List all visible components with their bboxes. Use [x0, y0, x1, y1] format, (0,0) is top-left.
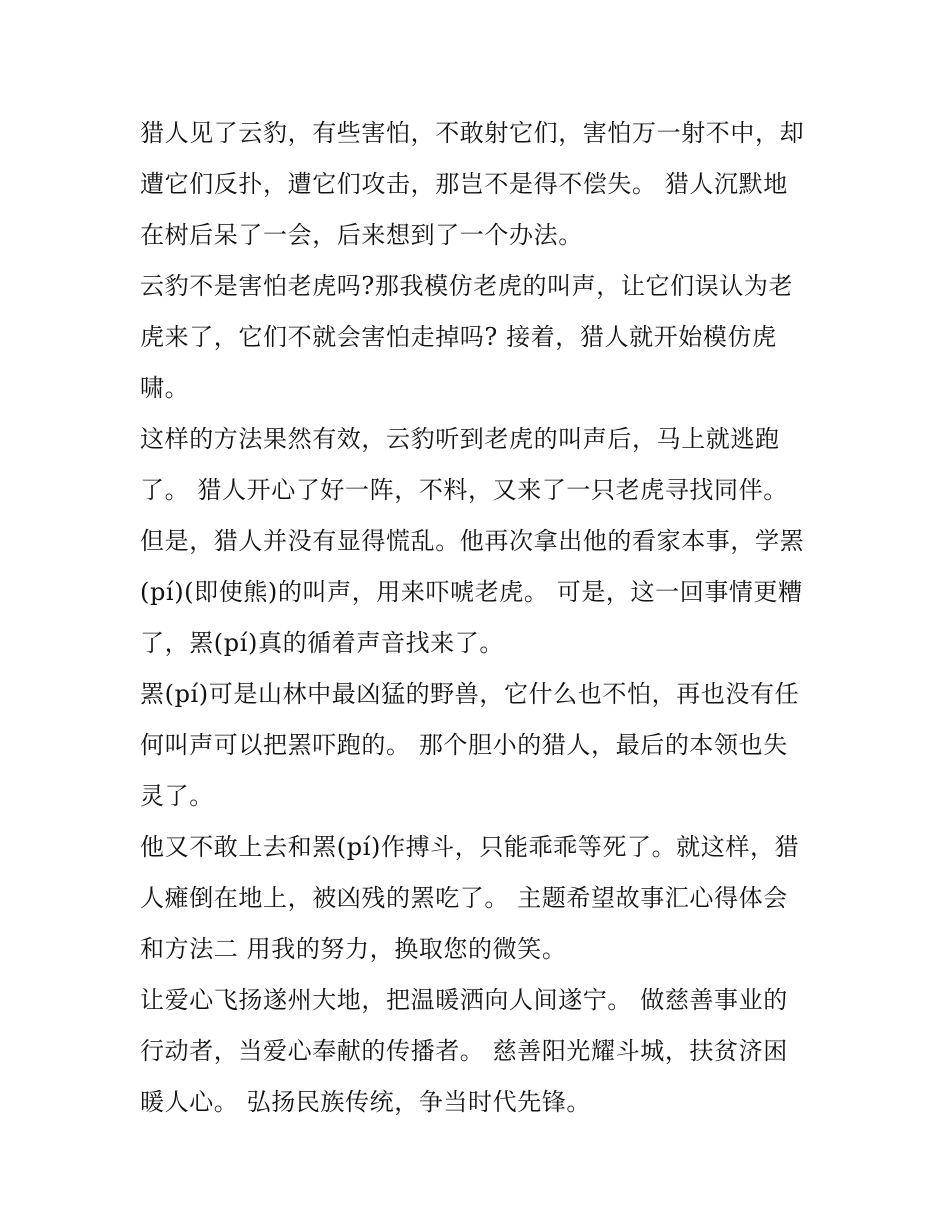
text-line: 啸。 — [140, 374, 190, 402]
body-text — [140, 108, 820, 1128]
text-line: 罴(pí)可是山林中最凶猛的野兽，它什么也不怕，再也没有任 — [140, 680, 800, 708]
text-line: 行动者，当爱心奉献的传播者。 慈善阳光耀斗城，扶贫济困 — [140, 1037, 788, 1065]
text-line: 云豹不是害怕老虎吗?那我模仿老虎的叫声，让它们误认为老 — [140, 272, 794, 300]
text-line: 遭它们反扑，遭它们攻击，那岂不是得不偿失。 猎人沉默地 — [140, 170, 788, 198]
text-line: 虎来了，它们不就会害怕走掉吗? 接着，猎人就开始模仿虎 — [140, 323, 777, 351]
text-line: (pí)(即使熊)的叫声，用来吓唬老虎。 可是，这一回事情更糟 — [140, 578, 803, 606]
text-line: 这样的方法果然有效，云豹听到老虎的叫声后，马上就逃跑 — [140, 425, 780, 453]
text-line: 暖人心。 弘扬民族传统，争当时代先锋。 — [140, 1088, 592, 1116]
text-line: 了。 猎人开心了好一阵，不料，又来了一只老虎寻找同伴。 — [140, 476, 788, 504]
text-line: 他又不敢上去和罴(pí)作搏斗，只能乖乖等死了。就这样，猎 — [140, 833, 800, 861]
text-line: 但是，猎人并没有显得慌乱。他再次拿出他的看家本事，学罴 — [140, 527, 805, 555]
text-line: 让爱心飞扬遂州大地，把温暖洒向人间遂宁。 做慈善事业的 — [140, 986, 788, 1014]
text-line: 了，罴(pí)真的循着声音找来了。 — [140, 629, 504, 657]
text-line: 猎人见了云豹，有些害怕，不敢射它们，害怕万一射不中，却 — [140, 119, 805, 147]
text-line: 何叫声可以把罴吓跑的。 那个胆小的猎人，最后的本领也失 — [140, 731, 788, 759]
text-line: 灵了。 — [140, 782, 214, 810]
text-line: 人瘫倒在地上，被凶残的罴吃了。 主题希望故事汇心得体会 — [140, 884, 788, 912]
text-line: 在树后呆了一会，后来想到了一个办法。 — [140, 221, 583, 249]
text-line: 和方法二 用我的努力，换取您的微笑。 — [140, 935, 567, 963]
